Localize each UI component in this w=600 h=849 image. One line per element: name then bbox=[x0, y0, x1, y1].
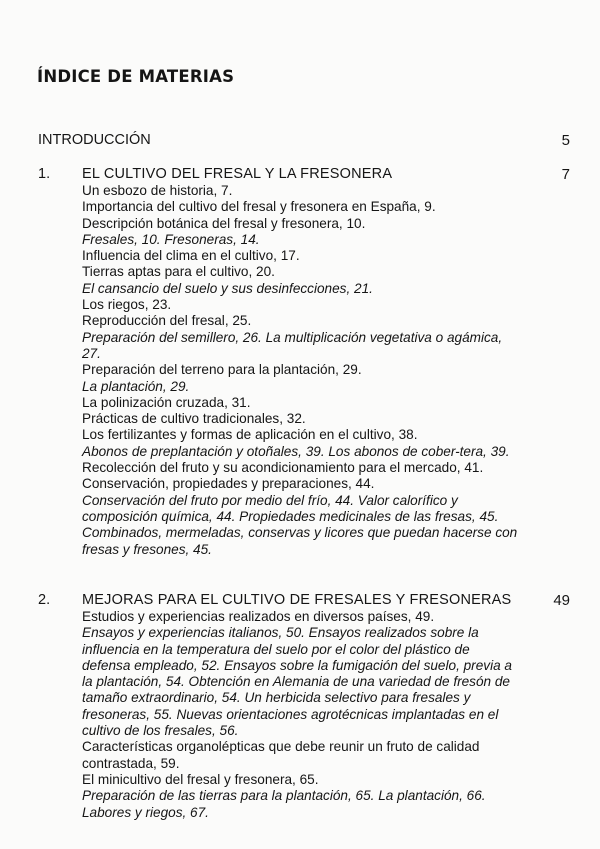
toc-entry[interactable]: Reproducción del fresal, 25. bbox=[82, 313, 252, 329]
toc-entry[interactable]: Características organolépticas que debe reunir un fruto de calidad contrastada, 59. bbox=[82, 739, 480, 771]
chapter-entries bbox=[82, 609, 518, 821]
toc-entry[interactable]: La plantación, 29. bbox=[82, 378, 190, 394]
toc-entry[interactable]: Los fertilizantes y formas de aplicación en el cultivo, 38. bbox=[82, 427, 418, 443]
toc-entry[interactable]: Recolección del fruto y su acondicionamiento para el mercado, 41. bbox=[82, 460, 484, 476]
toc-entry[interactable]: Un esbozo de historia, 7. bbox=[82, 183, 233, 198]
toc-entry[interactable]: Conservación del fruto por medio del frío, 44. Valor calorífico y composición química, 44. Propiedades medicinales de las fresas, 45. Combinados, mermeladas, conservas y licores que puedan hacerse con fresas y fresones, 45. bbox=[82, 492, 518, 557]
toc-entry[interactable]: El cansancio del suelo y sus desinfecciones, 21. bbox=[82, 280, 373, 296]
toc-entry[interactable]: Importancia del cultivo del fresal y fresonera en España, 9. bbox=[82, 199, 436, 215]
toc-entry[interactable]: Preparación del semillero, 26. La multiplicación vegetativa o agámica, 27. bbox=[82, 329, 503, 361]
toc-entry[interactable]: Ensayos y experiencias italianos, 50. Ensayos realizados sobre la influencia en la temperatura del suelo por el color del plástico de defensa empleado, 52. Ensayos sobre la fumigación del suelo, previa a la plantación, 54. Obtención en Alemania de una variedad de fresón de tamaño extraordinario, 54. Un herbicida selectivo para fresales y fresoneras, 55. Nuevas orientaciones agrotécnicas implantadas en el cultivo de los fresales, 56. bbox=[82, 625, 512, 739]
toc-entry[interactable]: La polinización cruzada, 31. bbox=[82, 394, 251, 410]
toc-entry[interactable]: Tierras aptas para el cultivo, 20. bbox=[82, 264, 275, 280]
chapter-title[interactable]: MEJORAS PARA EL CULTIVO DE FRESALES Y FRESONERAS bbox=[82, 592, 512, 608]
toc-entry[interactable]: Abonos de preplantación y otoñales, 39. Los abonos de cober-tera, 39. bbox=[82, 443, 510, 459]
toc-entry[interactable]: Conservación, propiedades y preparaciones, 44. bbox=[82, 476, 375, 492]
toc-entry[interactable]: Prácticas de cultivo tradicionales, 32. bbox=[82, 411, 306, 427]
chapter-page-number: 49 bbox=[553, 592, 570, 609]
toc-entry[interactable]: Los riegos, 23. bbox=[82, 297, 172, 313]
introduction-label: INTRODUCCIÓN bbox=[38, 132, 151, 148]
toc-entry[interactable]: El minicultivo del fresal y fresonera, 65. bbox=[82, 771, 319, 787]
toc-entry[interactable]: Estudios y experiencias realizados en diversos países, 49. bbox=[82, 609, 435, 624]
chapter-number: 2. bbox=[38, 592, 51, 608]
toc-entry[interactable]: Fresales, 10. Fresoneras, 14. bbox=[82, 231, 260, 247]
chapter-number: 1. bbox=[38, 166, 51, 182]
toc-entry[interactable]: Preparación del terreno para la plantación, 29. bbox=[82, 362, 362, 378]
chapter-page-number: 7 bbox=[561, 166, 570, 183]
toc-entry[interactable]: Descripción botánica del fresal y fresonera, 10. bbox=[82, 215, 366, 231]
chapter-title[interactable]: EL CULTIVO DEL FRESAL Y LA FRESONERA bbox=[82, 166, 393, 182]
toc-entry[interactable]: Preparación de las tierras para la plantación, 65. La plantación, 66. Labores y riegos, 67. bbox=[82, 788, 486, 820]
chapter-entries bbox=[82, 183, 518, 558]
toc-entry[interactable]: Influencia del clima en el cultivo, 17. bbox=[82, 248, 300, 264]
toc-introduction[interactable] bbox=[38, 132, 570, 148]
introduction-page-number: 5 bbox=[561, 132, 570, 149]
page-title: ÍNDICE DE MATERIAS bbox=[37, 67, 235, 86]
